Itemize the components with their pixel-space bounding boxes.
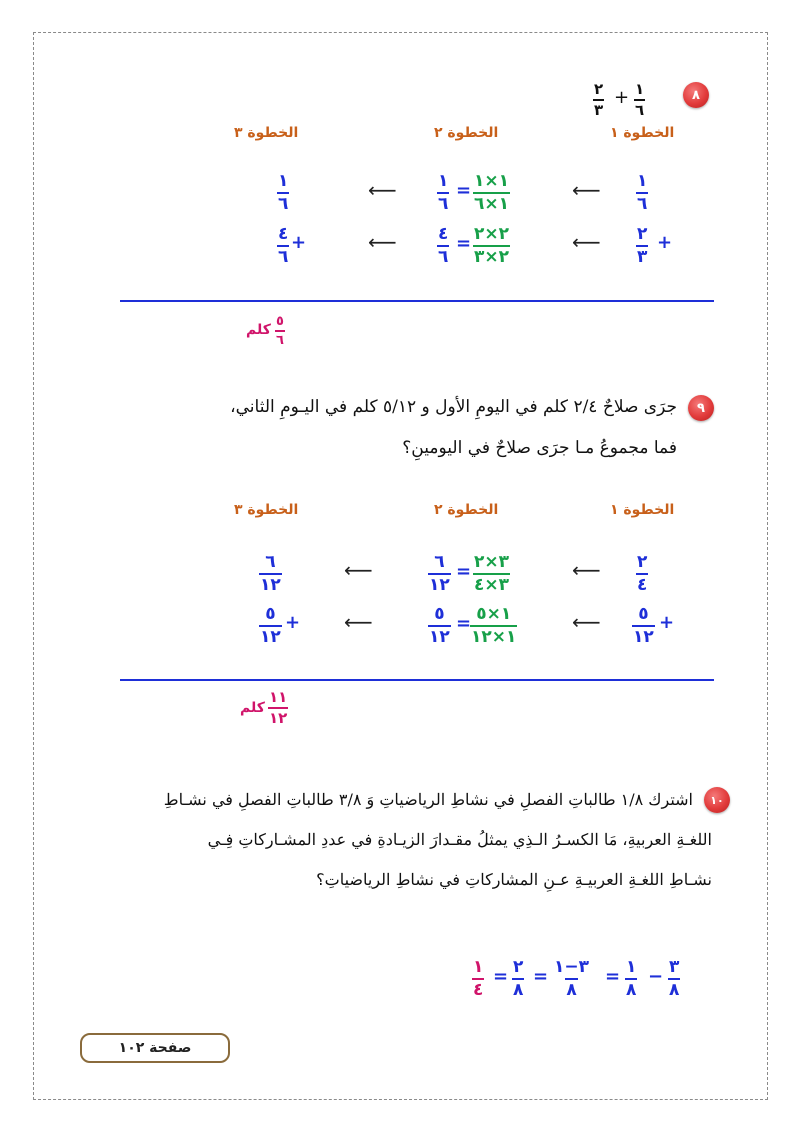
step1-fraction: ١ ٦ xyxy=(637,171,648,214)
minus-sign: − xyxy=(648,966,664,987)
step3-fraction: ٥ ١٢ xyxy=(260,604,281,647)
answer-fraction: ٥ ٦ xyxy=(276,314,284,348)
plus-sign: + xyxy=(614,87,630,108)
header-fraction-b: ١ ٦ xyxy=(635,80,645,119)
arrow-icon: ⟵ xyxy=(344,610,373,634)
page-number: صفحة ١٠٢ xyxy=(118,1040,192,1056)
answer-fraction: ١١ ١٢ xyxy=(269,688,288,727)
solution-fraction: ٣−١ ٨ xyxy=(554,957,590,1000)
solution-fraction: ٣ ٨ xyxy=(669,957,680,1000)
question-text-line: فما مجموعُ مـا جرَى صلاحٌ في اليومينِ؟ xyxy=(402,438,677,458)
step1-fraction: ٢ ٣ xyxy=(637,224,648,267)
step3-fraction: ٤ ٦ xyxy=(278,224,289,267)
equals-sign: = xyxy=(456,613,472,634)
page-number-badge xyxy=(80,1033,230,1063)
plus-sign: + xyxy=(657,232,673,253)
solution-fraction: ٢ ٨ xyxy=(513,957,524,1000)
step3-fraction: ١ ٦ xyxy=(278,171,289,214)
answer-unit: كلم xyxy=(246,322,271,338)
question-text-line: اللغـةِ العربيةِ، مَا الكسـرُ الـذِي يمثلُ مقـدارَ الزيـادةِ في عددِ المشـاركاتِ فِـي xyxy=(207,830,712,849)
step-label-2: الخطوة ٢ xyxy=(434,125,499,141)
sum-line xyxy=(120,679,714,681)
question-text-line: نشـاطِ اللغـةِ العربيـةِ عـنِ المشاركاتِ في نشاطِ الرياضياتِ؟ xyxy=(316,870,712,889)
plus-sign: + xyxy=(291,232,307,253)
question-number-badge-10 xyxy=(704,787,730,813)
plus-sign: + xyxy=(659,612,675,633)
question-text-line: جرَى صلاحٌ ٢/٤ كلم في اليومِ الأول و ٥/١٢ كلم في اليـومِ الثاني، xyxy=(230,397,677,417)
question-text-line: اشترك ١/٨ طالباتِ الفصلِ في نشاطِ الرياضياتِ وَ ٣/٨ طالباتِ الفصلِ في نشـاطِ xyxy=(163,790,693,809)
equals-sign: = xyxy=(456,561,472,582)
answer-unit: كلم xyxy=(240,700,265,716)
step2-result-fraction: ٥ ١٢ xyxy=(429,604,450,647)
equals-sign: = xyxy=(533,966,549,987)
header-fraction-a: ٢ ٣ xyxy=(594,80,604,119)
step2-product-fraction: ١×١ ١×٦ xyxy=(474,171,510,214)
step-label-3: الخطوة ٣ xyxy=(234,502,299,518)
arrow-icon: ⟵ xyxy=(572,558,601,582)
question-number-badge-8 xyxy=(683,82,709,108)
sum-line xyxy=(120,300,714,302)
page-frame xyxy=(33,32,768,1100)
solution-fraction-final: ١ ٤ xyxy=(473,957,484,1000)
arrow-icon: ⟵ xyxy=(572,178,601,202)
step2-product-fraction: ٢×٢ ٢×٣ xyxy=(474,224,510,267)
equals-sign: = xyxy=(605,966,621,987)
arrow-icon: ⟵ xyxy=(344,558,373,582)
step-label-3: الخطوة ٣ xyxy=(234,125,299,141)
equals-sign: = xyxy=(456,180,472,201)
question-number: ٩ xyxy=(697,400,705,416)
step-label-1: الخطوة ١ xyxy=(610,502,675,518)
step2-product-fraction: ٣×٢ ٣×٤ xyxy=(474,552,510,595)
arrow-icon: ⟵ xyxy=(368,178,397,202)
step3-fraction: ٦ ١٢ xyxy=(260,552,281,595)
step-label-2: الخطوة ٢ xyxy=(434,502,499,518)
equals-sign: = xyxy=(493,966,509,987)
arrow-icon: ⟵ xyxy=(572,610,601,634)
step1-fraction: ٢ ٤ xyxy=(637,552,648,595)
question-number: ٨ xyxy=(692,87,700,103)
plus-sign: + xyxy=(285,612,301,633)
step2-result-fraction: ١ ٦ xyxy=(438,171,449,214)
step1-fraction: ٥ ١٢ xyxy=(633,604,654,647)
step2-result-fraction: ٤ ٦ xyxy=(438,224,449,267)
equals-sign: = xyxy=(456,233,472,254)
step2-product-fraction: ١×٥ ١×١٢ xyxy=(471,604,517,647)
solution-fraction: ١ ٨ xyxy=(626,957,637,1000)
step-label-1: الخطوة ١ xyxy=(610,125,675,141)
question-number: ١٠ xyxy=(710,793,724,807)
question-number-badge-9 xyxy=(688,395,714,421)
arrow-icon: ⟵ xyxy=(368,230,397,254)
arrow-icon: ⟵ xyxy=(572,230,601,254)
step2-result-fraction: ٦ ١٢ xyxy=(429,552,450,595)
